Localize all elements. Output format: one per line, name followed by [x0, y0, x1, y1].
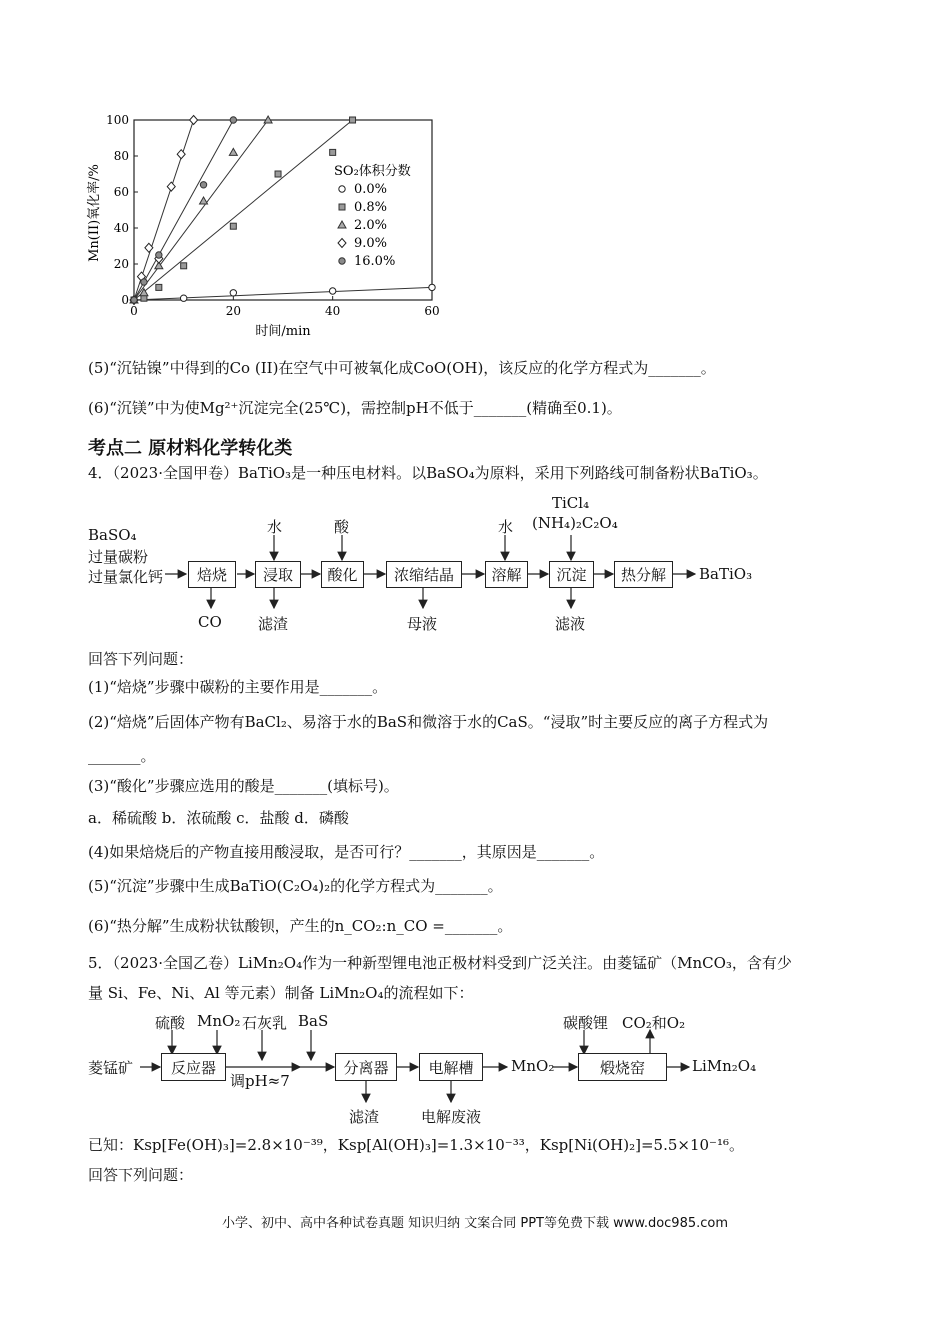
data-point: [190, 116, 198, 125]
legend-marker: [338, 221, 346, 228]
bati03-flowchart: [0, 490, 950, 640]
data-point: [181, 263, 187, 269]
legend-marker: [338, 239, 346, 248]
step-precipitate: 沉淀: [549, 561, 594, 588]
legend-label: 0.8%: [354, 200, 388, 215]
p4-prompt: 回答下列问题：: [88, 650, 194, 668]
trend-line: [134, 120, 233, 300]
data-point: [230, 223, 236, 229]
p4-q3-options: a．稀硫酸 b．浓硫酸 c．盐酸 d．磷酸: [88, 809, 349, 827]
step-reactor: 反应器: [161, 1053, 226, 1081]
legend-label: 2.0%: [354, 218, 388, 233]
trend-line: [134, 120, 353, 300]
legend-label: 16.0%: [354, 254, 396, 269]
limn2o4-flowchart: [0, 1008, 950, 1128]
p4-q1: (1)“焙烧”步骤中碳粉的主要作用是_______。: [88, 678, 388, 696]
y-tick-label: 60: [113, 185, 129, 199]
data-point: [156, 252, 162, 258]
question-6: (6)“沉镁”中为使Mg²⁺沉淀完全(25℃)，需控制pH不低于_______(精确至0.1)。: [88, 399, 622, 417]
step-acidify: 酸化: [321, 561, 364, 588]
y-tick-label: 80: [113, 149, 129, 163]
p4-q2: (2)“焙烧”后固体产物有BaCl₂、易溶于水的BaS和微溶于水的CaS。“浸取”时主要反应的离子方程式为: [88, 713, 769, 731]
y-tick-label: 0: [121, 293, 129, 307]
ksp-values: 已知：Ksp[Fe(OH)₃]=2.8×10⁻³⁹，Ksp[Al(OH)₃]=1.3×10⁻³³，Ksp[Ni(OH)₂]=5.5×10⁻¹⁶。: [88, 1136, 745, 1154]
p4-q4: (4)如果焙烧后的产物直接用酸浸取，是否可行？_______，其原因是_______。: [88, 843, 605, 861]
data-point: [200, 182, 206, 188]
data-point: [156, 284, 162, 290]
page-footer: 小学、初中、高中各种试卷真题 知识归纳 文案合同 PPT等免费下载 www.doc985.com: [221, 1216, 729, 1231]
mid-mno2: MnO₂: [511, 1057, 555, 1075]
feed-carbon: 过量碳粉: [88, 548, 149, 566]
data-point: [275, 171, 281, 177]
x-axis-label: 时间/min: [255, 324, 311, 339]
plot-frame: [134, 120, 432, 300]
step-leach: 浸取: [255, 561, 301, 588]
input-bas: BaS: [298, 1012, 329, 1030]
input-lime-milk: 石灰乳: [242, 1014, 288, 1032]
step-separator: 分离器: [335, 1053, 397, 1081]
output-electrolyte-waste: 电解废液: [421, 1108, 482, 1126]
data-point: [230, 117, 236, 123]
trend-line: [134, 120, 194, 300]
x-tick-label: 60: [424, 304, 440, 318]
data-point: [230, 290, 236, 296]
step-kiln: 煅烧窑: [578, 1053, 667, 1081]
data-point: [177, 150, 185, 159]
p5-intro-2: 量 Si、Fe、Ni、Al 等元素）制备 LiMn₂O₄的流程如下：: [88, 984, 474, 1002]
data-point: [141, 279, 147, 285]
p5-prompt: 回答下列问题：: [88, 1166, 194, 1184]
data-point: [330, 149, 336, 155]
output-mother-liquor: 母液: [407, 615, 438, 633]
problem-4-intro: 4．（2023·全国甲卷）BaTiO₃是一种压电材料。以BaSO₄为原料，采用下列路线可制备粉状BaTiO₃。: [88, 464, 768, 482]
p4-q5: (5)“沉淀”步骤中生成BaTiO(C₂O₄)₂的化学方程式为_______。: [88, 877, 503, 895]
input-lithium-carbonate: 碳酸锂: [563, 1014, 609, 1032]
legend-marker: [339, 258, 345, 264]
output-filtrate: 滤液: [555, 615, 586, 633]
input-sulfuric-acid: 硫酸: [155, 1014, 186, 1032]
y-tick-label: 40: [113, 221, 129, 235]
product-batio3: BaTiO₃: [699, 565, 753, 583]
input-acid: 酸: [334, 518, 350, 536]
input-oxalate: (NH₄)₂C₂O₄: [532, 514, 618, 532]
x-tick-label: 20: [225, 304, 241, 318]
ph-note: 调pH≈7: [230, 1072, 290, 1090]
output-residue-2: 滤渣: [349, 1108, 380, 1126]
y-axis-label: Mn(II)氧化率/%: [87, 164, 102, 262]
trend-line: [134, 287, 432, 300]
output-co: CO: [198, 613, 222, 631]
input-water-2: 水: [498, 518, 514, 536]
step-electrolyzer: 电解槽: [419, 1053, 483, 1081]
x-tick-label: 0: [130, 304, 138, 318]
data-point: [329, 288, 335, 294]
data-point: [145, 243, 153, 252]
section-heading: 考点二 原材料化学转化类: [88, 438, 293, 459]
step-pyrolysis: 热分解: [614, 561, 673, 588]
output-residue: 滤渣: [258, 615, 289, 633]
oxidation-rate-chart: [80, 105, 460, 345]
step-roast: 焙烧: [188, 561, 236, 588]
feed-cacl2: 过量氯化钙: [88, 568, 164, 586]
trend-line: [134, 120, 268, 300]
data-point: [229, 148, 237, 155]
step-dissolve: 溶解: [485, 561, 528, 588]
question-5: (5)“沉钴镍”中得到的Co (II)在空气中可被氧化成CoO(OH)，该反应的化学方程式为_______。: [88, 359, 716, 377]
y-tick-label: 100: [106, 113, 129, 127]
p4-q6: (6)“热分解”生成粉状钛酸钡，产生的n_CO₂:n_CO =_______。: [88, 917, 513, 935]
data-point: [200, 197, 208, 204]
legend-label: 9.0%: [354, 236, 388, 251]
p4-q2-blank: _______。: [88, 747, 156, 765]
y-tick-label: 20: [113, 257, 129, 271]
data-point: [350, 117, 356, 123]
legend-marker: [339, 186, 345, 192]
input-mno2: MnO₂: [197, 1012, 241, 1030]
gas-output: CO₂和O₂: [622, 1014, 686, 1032]
legend-title: SO₂体积分数: [334, 164, 411, 179]
p4-q3: (3)“酸化”步骤应选用的酸是_______(填标号)。: [88, 777, 399, 795]
feed-baso4: BaSO₄: [88, 526, 137, 544]
data-point: [180, 295, 186, 301]
step-concentrate: 浓缩结晶: [386, 561, 462, 588]
input-ticl4: TiCl₄: [552, 494, 590, 512]
data-point: [131, 297, 137, 303]
legend-marker: [339, 204, 345, 210]
legend-label: 0.0%: [354, 182, 388, 197]
product-limn2o4: LiMn₂O₄: [692, 1057, 757, 1075]
p5-intro-1: 5．（2023·全国乙卷）LiMn₂O₄作为一种新型锂电池正极材料受到广泛关注。由菱锰矿（MnCO₃，含有少: [88, 954, 792, 972]
data-point: [429, 284, 435, 290]
x-tick-label: 40: [325, 304, 341, 318]
input-water-1: 水: [267, 518, 283, 536]
feed-ore: 菱锰矿: [88, 1059, 134, 1077]
data-point: [167, 182, 175, 191]
